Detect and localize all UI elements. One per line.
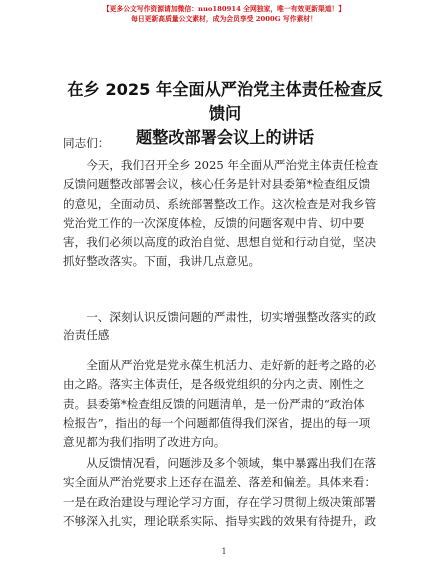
paragraph-3-line: 一是在政治建设与理论学习方面，存在学习贯彻上级决策部署 (63, 494, 377, 509)
paragraph-2-line: 检报告”，指出的每一个问题都值得我们深省，提出的每一项 (63, 415, 371, 430)
paragraph-1-line: 的意见，全面动员、系统部署整改工作。这次检查是对我乡管 (63, 196, 377, 211)
promo-banner (0, 4, 448, 24)
section-heading-1 (63, 308, 385, 344)
paragraph-2-line: 责。县委第*检查组反馈的问题清单，是一份严肃的“政治体 (63, 396, 365, 411)
paragraph-1-line: 抓好整改落实。下面，我讲几点意见。 (63, 254, 261, 269)
paragraph-1-line: 害，我们必须以高度的政治自觉、思想自觉和行动自觉，坚决 (63, 235, 377, 250)
paragraph-3-line: 实全面从严治党要求上还存在温差、落差和偏差。具体来看： (63, 475, 377, 490)
paragraph-1-line: 党治党工作的一次深度体检，反馈的问题客观中肯、切中要 (63, 215, 365, 230)
page-number: 1 (221, 547, 227, 556)
banner-line-1: 【更多公文写作资源请加微信：nuo180914 全网独家，唯一有效更新渠道！】 (102, 5, 346, 13)
paragraph-2-line: 意见都为我们指明了改进方向。 (63, 435, 226, 450)
title-line-1: 在乡 2025 年全面从严治党主体责任检查反馈问 (67, 80, 383, 123)
title-line-2: 题整改部署会议上的讲话 (135, 128, 315, 147)
paragraph-3 (63, 454, 385, 531)
paragraph-1-line: 今天，我们召开全乡 2025 年全面从严治党主体责任检查 (86, 158, 379, 172)
banner-line-2: 每日更新高质量公文素材，成为会员享受 2000G 写作素材！ (131, 15, 317, 23)
paragraph-3-line: 不够深入扎实，理论联系实际、指导实践的效果有待提升，政 (63, 513, 377, 528)
paragraph-1 (63, 156, 385, 272)
paragraph-1-line: 反馈问题整改部署会议，核心任务是针对县委第*检查组反馈 (63, 177, 371, 192)
paragraph-3-line: 从反馈情况看，问题涉及多个领域，集中暴露出我们在落 (86, 456, 377, 470)
paragraph-2-line: 全面从严治党是党永葆生机活力、走好新的赶考之路的必 (86, 358, 377, 372)
paragraph-2-line: 由之路。落实主体责任，是各级党组织的分内之责、刚性之 (63, 377, 365, 392)
paragraph-2 (63, 356, 385, 452)
salutation: 同志们： (63, 136, 110, 150)
heading-line: 治责任感 (63, 328, 110, 342)
heading-line: 一、深刻认识反馈问题的严肃性，切实增强整改落实的政 (86, 310, 377, 324)
